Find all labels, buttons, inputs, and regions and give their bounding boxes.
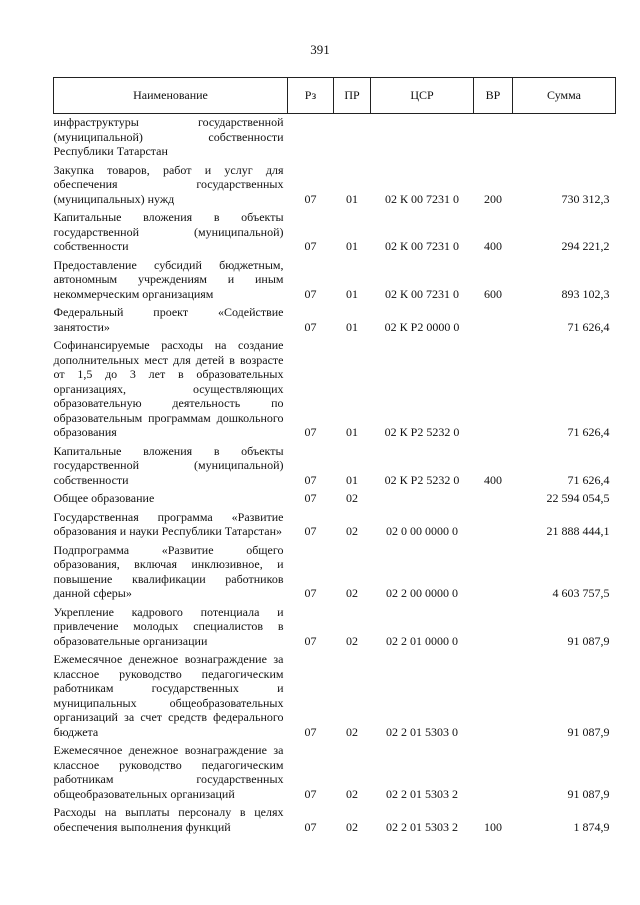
row-rz: 07: [304, 524, 317, 538]
row-vr: [474, 542, 513, 604]
row-rz: 07: [304, 319, 317, 334]
row-name: инфраструктуры государственной (муниципальной) собственности Республики Татарстан: [53, 115, 284, 158]
row-csr: 02 К Р2 5232 0: [384, 425, 460, 439]
row-vr: [474, 651, 513, 742]
table-row: [54, 490, 616, 509]
row-name: Расходы на выплаты персоналу в целях обеспечения выполнения функций: [53, 805, 284, 834]
row-rz: 07: [304, 724, 317, 739]
row-name: Подпрограмма «Развитие общего образования, включая инклюзивное, и повышение квалификации работников данной сферы»: [53, 542, 284, 600]
header-rz: Рз: [288, 78, 334, 114]
row-name: Предоставление субсидий бюджетным, автономным учреждениям и иным некоммерческим организациям: [53, 257, 284, 301]
table-row: [54, 114, 616, 162]
row-rz: 07: [304, 819, 317, 834]
header-name: Наименование: [54, 78, 288, 114]
row-vr: [474, 304, 513, 337]
row-rz: 07: [304, 239, 317, 253]
table-row: [54, 651, 616, 742]
row-pr: 02: [346, 724, 358, 739]
row-name: Ежемесячное денежное вознаграждение за классное руководство педагогическим работникам государственных общеобразовательных организаций: [53, 743, 284, 801]
row-rz: 07: [304, 191, 317, 206]
table-row: [54, 304, 616, 337]
table-row: [54, 257, 616, 305]
header-sum: Сумма: [513, 78, 616, 114]
row-name: Софинансируемые расходы на создание дополнительных мест для детей в возрасте от 1,5 до 3 лет в образовательных организациях, осуществляющих образовательную деятельность по образовательным программам дошкольного образования: [53, 338, 284, 439]
row-pr: 01: [346, 319, 358, 334]
table-row: [54, 542, 616, 604]
row-csr: 02 2 00 0000 0: [386, 586, 458, 600]
row-rz: 07: [304, 425, 317, 439]
table-row: [54, 742, 616, 804]
table-row: [54, 443, 616, 491]
row-name: Капитальные вложения в объекты государственной (муниципальной) собственности: [53, 210, 284, 253]
row-name: Федеральный проект «Содействие занятости»: [53, 305, 284, 334]
row-rz: [288, 114, 334, 162]
row-sum: 294 221,2: [561, 239, 610, 253]
row-sum: 71 626,4: [567, 319, 610, 334]
row-vr: [474, 509, 513, 542]
row-vr: 400: [484, 239, 502, 253]
row-sum: 91 087,9: [567, 724, 610, 739]
row-rz: 07: [304, 286, 317, 301]
row-csr: 02 К 00 7231 0: [384, 191, 459, 206]
header-pr: ПР: [334, 78, 371, 114]
page-number: 391: [310, 42, 330, 57]
row-sum: 71 626,4: [567, 472, 610, 487]
row-pr: [334, 114, 371, 162]
row-csr: 02 2 01 5303 0: [386, 724, 458, 739]
row-sum: 22 594 054,5: [546, 491, 610, 505]
row-sum: 730 312,3: [561, 191, 610, 206]
row-vr: 600: [484, 286, 502, 301]
row-csr: 02 2 01 5303 2: [386, 819, 458, 834]
header-vr: ВР: [474, 78, 513, 114]
row-name: Государственная программа «Развитие образования и науки Республики Татарстан»: [53, 509, 284, 538]
row-rz: 07: [304, 633, 317, 648]
row-sum: 91 087,9: [567, 786, 610, 801]
row-pr: 01: [346, 239, 358, 253]
row-sum: 21 888 444,1: [546, 524, 610, 538]
header-row: [54, 78, 616, 114]
row-csr: 02 0 00 0000 0: [386, 524, 458, 538]
row-vr: [474, 604, 513, 652]
budget-table: [53, 77, 616, 837]
row-vr: 400: [484, 472, 502, 487]
row-csr: [371, 114, 474, 162]
row-csr: 02 К Р2 5232 0: [384, 472, 460, 487]
table-body: [54, 114, 616, 838]
row-csr: 02 2 01 0000 0: [386, 633, 458, 648]
row-name: Укрепление кадрового потенциала и привлечение молодых специалистов в образовательные организации: [53, 604, 284, 648]
row-rz: 07: [304, 786, 317, 801]
row-csr: 02 К 00 7231 0: [384, 286, 459, 301]
row-pr: 01: [346, 191, 358, 206]
row-name: Капитальные вложения в объекты государственной (муниципальной) собственности: [53, 443, 284, 487]
row-sum: 91 087,9: [567, 633, 610, 648]
row-sum: 893 102,3: [561, 286, 610, 301]
row-vr: 100: [484, 819, 502, 834]
table-row: [54, 509, 616, 542]
row-sum: 71 626,4: [567, 425, 610, 439]
table-header: [54, 78, 616, 114]
row-sum: 1 874,9: [573, 819, 610, 834]
row-sum: 4 603 757,5: [552, 586, 610, 600]
row-pr: 01: [346, 472, 358, 487]
row-rz: 07: [304, 586, 317, 600]
row-pr: 02: [346, 586, 358, 600]
table-row: [54, 337, 616, 443]
row-pr: 02: [346, 819, 358, 834]
row-name: Закупка товаров, работ и услуг для обеспечения государственных (муниципальных) нужд: [53, 162, 284, 206]
row-name: Ежемесячное денежное вознаграждение за классное руководство педагогическим работникам государственных и муниципальных общеобразовательных организаций за счет средств федерального бюджета: [53, 652, 284, 739]
row-vr: [474, 742, 513, 804]
row-vr: [474, 490, 513, 509]
row-vr: [474, 337, 513, 443]
row-pr: 02: [346, 491, 358, 505]
row-csr: [371, 490, 474, 509]
row-name: Общее образование: [53, 491, 155, 505]
table-row: [54, 804, 616, 837]
row-pr: 01: [346, 286, 358, 301]
row-vr: [474, 114, 513, 162]
row-pr: 02: [346, 524, 358, 538]
row-sum: [513, 114, 616, 162]
table-row: [54, 162, 616, 210]
row-rz: 07: [304, 472, 317, 487]
table-row: [54, 604, 616, 652]
row-pr: 02: [346, 633, 358, 648]
row-csr: 02 К 00 7231 0: [384, 239, 459, 253]
row-pr: 01: [346, 425, 358, 439]
row-pr: 02: [346, 786, 358, 801]
row-csr: 02 К Р2 0000 0: [384, 319, 460, 334]
row-rz: 07: [304, 491, 317, 505]
table-row: [54, 209, 616, 257]
header-csr: ЦСР: [371, 78, 474, 114]
row-vr: 200: [484, 191, 502, 206]
row-csr: 02 2 01 5303 2: [386, 786, 458, 801]
